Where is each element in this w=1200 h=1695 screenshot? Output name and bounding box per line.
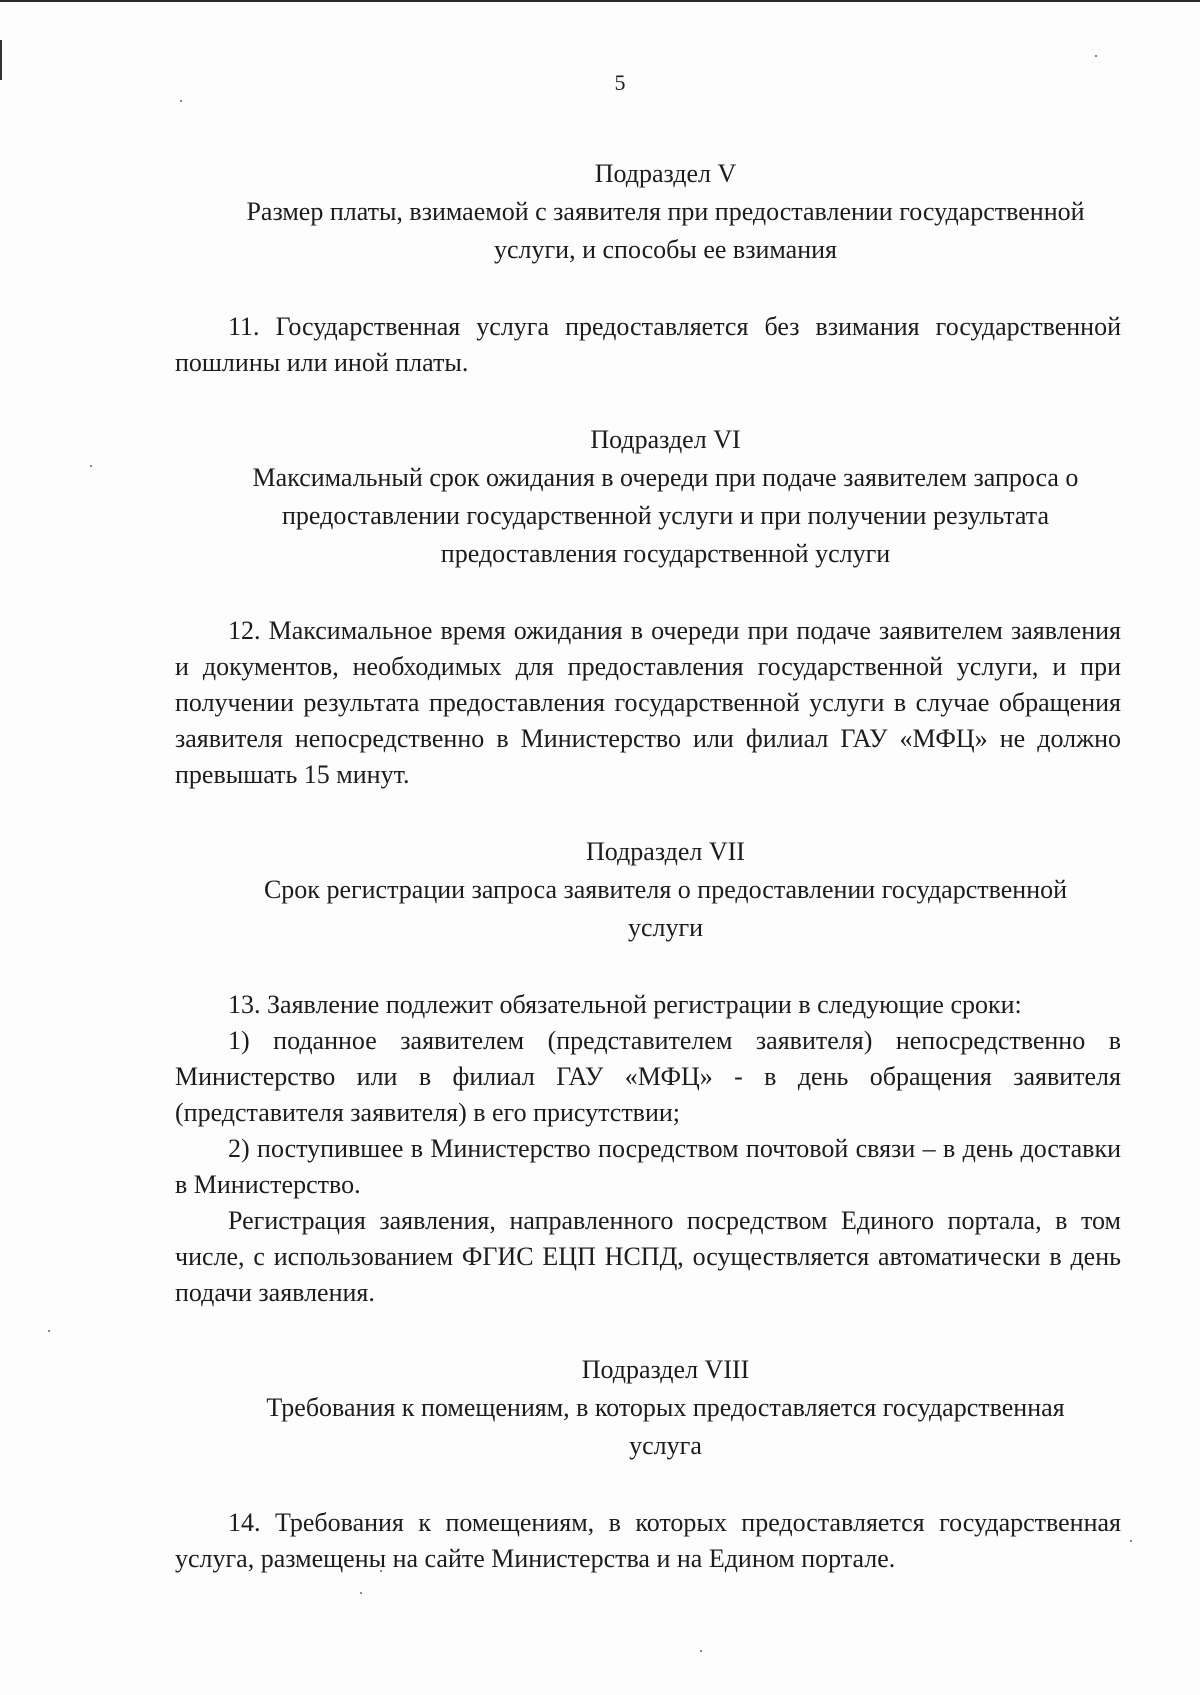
paragraph: 12. Максимальное время ожидания в очереди при подаче заявителем заявления и документов, необходимых для предоставления государственной услуги, и при получении результата предоставления государственной услуги в случае обращения заявителя непосредственно в Министерство или филиал ГАУ «МФЦ» не должно превышать 15 минут. xyxy=(175,616,1121,789)
scan-edge xyxy=(0,0,1200,2)
paragraph: Регистрация заявления, направленного посредством Единого портала, в том числе, с использованием ФГИС ЕЦП НСПД, осуществляется автоматически в день подачи заявления. xyxy=(175,1206,1121,1307)
subsection-title-line: Максимальный срок ожидания в очереди при подаче заявителем запроса о xyxy=(252,463,1079,492)
subsection-title-line: услуги, и способы ее взимания xyxy=(494,235,837,264)
subsection-number: Подраздел VI xyxy=(590,425,741,454)
subsection-title-line: предоставления государственной услуги xyxy=(440,539,891,568)
scan-speck xyxy=(90,465,92,467)
subsection-number: Подраздел V xyxy=(594,159,737,188)
subsection-number: Подраздел VIII xyxy=(581,1355,750,1384)
document-body xyxy=(175,155,1121,1577)
scan-speck xyxy=(48,1330,50,1332)
page-number: 5 xyxy=(614,70,626,95)
scan-speck xyxy=(360,1592,362,1594)
paragraph: 1) поданное заявителем (представителем заявителя) непосредственно в Министерство или в филиал ГАУ «МФЦ» - в день обращения заявителя (представителя заявителя) в его присутствии; xyxy=(175,1026,1121,1127)
subsection-title-line: услуга xyxy=(629,1431,702,1460)
subsection-title-line: Срок регистрации запроса заявителя о предоставлении государственной xyxy=(263,875,1068,904)
subsection-title-line: услуги xyxy=(627,913,704,942)
section-heading xyxy=(175,155,1121,269)
paragraph: 13. Заявление подлежит обязательной регистрации в следующие сроки: xyxy=(228,990,1022,1019)
subsection-title-line: предоставлении государственной услуги и при получении результата xyxy=(281,501,1050,530)
section-heading xyxy=(175,421,1121,573)
paragraph: 14. Требования к помещениям, в которых предоставляется государственная услуга, размещены на сайте Министерства и на Едином портале. xyxy=(175,1508,1121,1573)
paragraph: 11. Государственная услуга предоставляется без взимания государственной пошлины или иной платы. xyxy=(175,312,1121,377)
section-heading xyxy=(175,1351,1121,1465)
scan-speck xyxy=(1095,55,1097,57)
paragraph: 2) поступившее в Министерство посредством почтовой связи – в день доставки в Министерство. xyxy=(175,1134,1121,1199)
scan-speck xyxy=(180,100,182,102)
scan-speck xyxy=(700,1650,702,1652)
subsection-title-line: Размер платы, взимаемой с заявителя при предоставлении государственной xyxy=(246,197,1085,226)
subsection-title-line: Требования к помещениям, в которых предоставляется государственная xyxy=(266,1393,1065,1422)
subsection-number: Подраздел VII xyxy=(586,837,745,866)
section-heading xyxy=(175,833,1121,947)
scan-speck xyxy=(1130,1540,1132,1542)
